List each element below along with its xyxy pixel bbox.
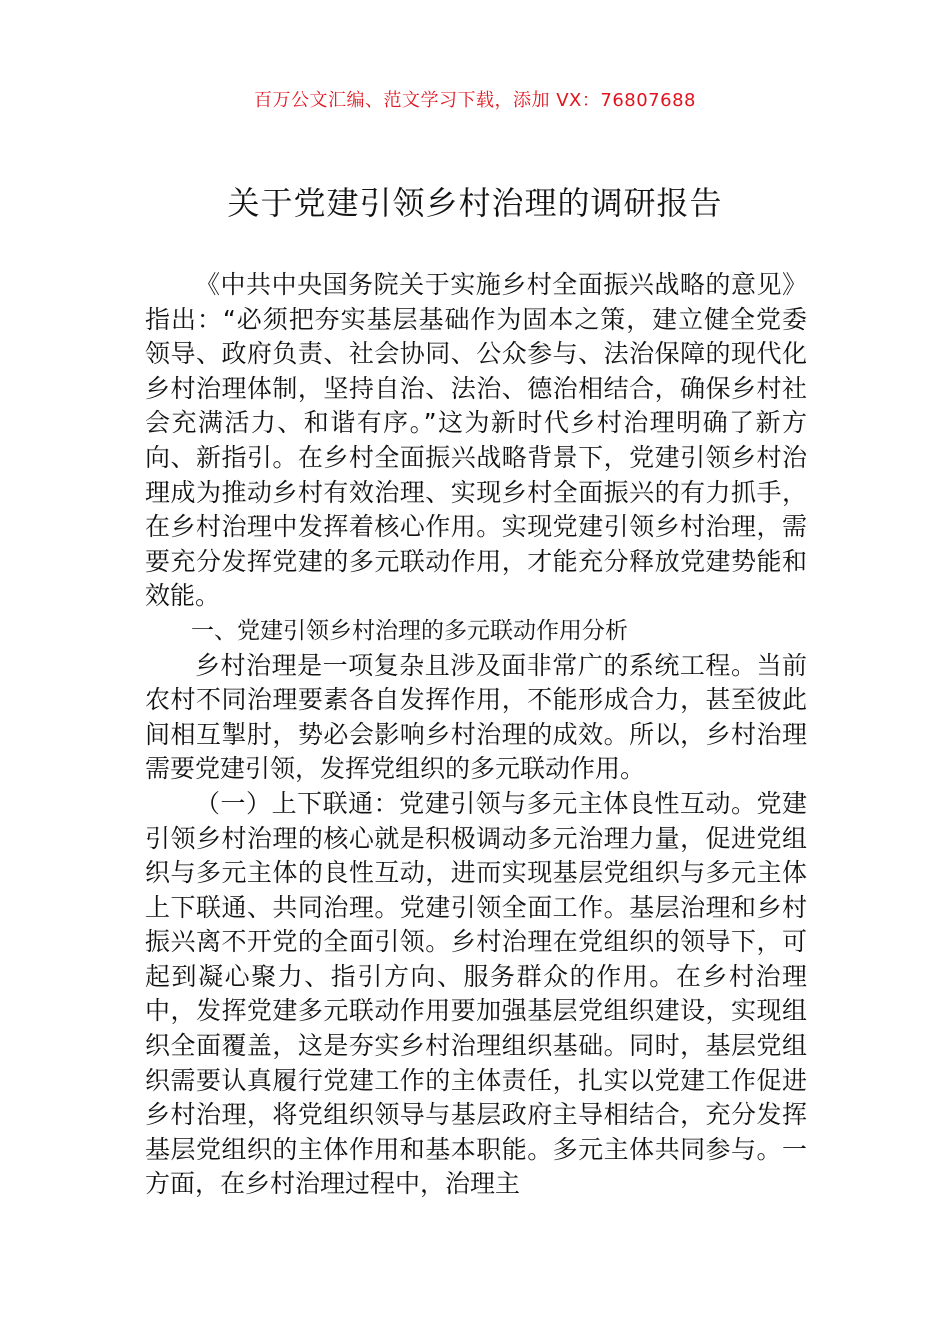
document-title: 关于党建引领乡村治理的调研报告 [227, 184, 723, 222]
paragraph-intro: 《中共中央国务院关于实施乡村全面振兴战略的意见》指出：“必须把夯实基层基础作为固本之策，建立健全党委领导、政府负责、社会协同、公众参与、法治保障的现代化乡村治理体制，坚持自治、法治、德治相结合，确保乡村社会充满活力、和谐有序。”这为新时代乡村治理明确了新方向、新指引。在乡村全面振兴战略背景下，党建引领乡村治理成为推动乡村有效治理、实现乡村全面振兴的有力抓手，在乡村治理中发挥着核心作用。实现党建引领乡村治理，需要充分发挥党建的多元联动作用，才能充分释放党建势能和效能。 [145, 270, 807, 611]
section-heading-1: 一、党建引领乡村治理的多元联动作用分析 [191, 617, 628, 644]
document-body [145, 268, 807, 1202]
header-note: 百万公文汇编、范文学习下载，添加 VX：76807688 [254, 90, 696, 111]
paragraph-section-1: 乡村治理是一项复杂且涉及面非常广的系统工程。当前农村不同治理要素各自发挥作用，不能形成合力，甚至彼此间相互掣肘，势必会影响乡村治理的成效。所以，乡村治理需要党建引领，发挥党组织的多元联动作用。 [145, 650, 807, 784]
paragraph-subsection-1: （一）上下联通：党建引领与多元主体良性互动。党建引领乡村治理的核心就是积极调动多元治理力量，促进党组织与多元主体的良性互动，进而实现基层党组织与多元主体上下联通、共同治理。党建引领全面工作。基层治理和乡村振兴离不开党的全面引领。乡村治理在党组织的领导下，可起到凝心聚力、指引方向、服务群众的作用。在乡村治理中，发挥党建多元联动作用要加强基层党组织建设，实现组织全面覆盖，这是夯实乡村治理组织基础。同时，基层党组织需要认真履行党建工作的主体责任，扎实以党建工作促进乡村治理，将党组织领导与基层政府主导相结合，充分发挥基层党组织的主体作用和基本职能。多元主体共同参与。一方面，在乡村治理过程中，治理主 [145, 788, 807, 1199]
